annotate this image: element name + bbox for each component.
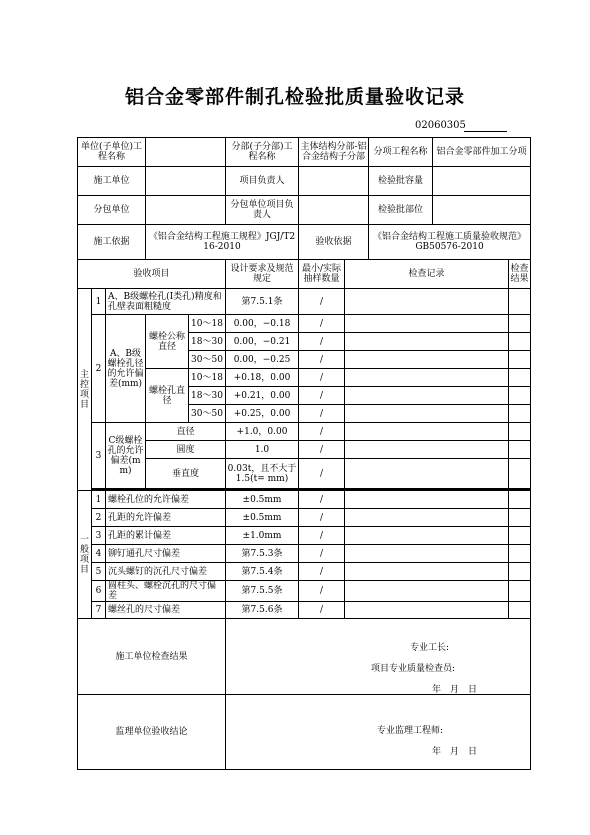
requirement-cell: +1.0，0.00: [226, 423, 299, 441]
sample-count[interactable]: /: [299, 315, 345, 333]
project-manager-value[interactable]: [299, 167, 369, 196]
item-value: 铝合金零部件加工分项: [433, 138, 531, 167]
check-record[interactable]: [345, 387, 509, 405]
col-requirement: 设计要求及规范规定: [226, 260, 299, 289]
construction-unit-label: 施工单位: [78, 167, 146, 196]
item-text: 螺丝孔的尺寸偏差: [106, 602, 226, 619]
sample-count[interactable]: /: [299, 387, 345, 405]
construction-unit-value[interactable]: [146, 167, 226, 196]
range-cell: 10～18: [189, 315, 226, 333]
check-result[interactable]: [509, 563, 531, 581]
check-record[interactable]: [345, 602, 509, 619]
sub-item-label: 螺栓孔直径: [146, 369, 189, 423]
basis-value: 《铝合金结构工程施工规程》JGJ/T216-2010: [146, 225, 299, 260]
batch-capacity-value[interactable]: [433, 167, 531, 196]
main-group-label: 主控项目: [78, 289, 92, 491]
sample-count[interactable]: /: [299, 423, 345, 441]
check-result[interactable]: [509, 545, 531, 563]
sample-count[interactable]: /: [299, 545, 345, 563]
check-result[interactable]: [509, 351, 531, 369]
subcontract-manager-value[interactable]: [299, 196, 369, 225]
item-text: A、B级螺栓孔(I类孔)精度和孔壁表面粗糙度: [106, 289, 226, 315]
range-cell: 30～50: [189, 351, 226, 369]
check-record[interactable]: [345, 581, 509, 602]
range-cell: 18～30: [189, 387, 226, 405]
batch-capacity-label: 检验批容量: [369, 167, 433, 196]
sub-item-label: 直径: [146, 423, 226, 441]
check-result[interactable]: [509, 333, 531, 351]
item-no: 4: [92, 545, 106, 563]
check-record[interactable]: [345, 527, 509, 545]
engineer-label: 专业监理工程师:: [377, 726, 444, 736]
check-record[interactable]: [345, 405, 509, 423]
col-record: 检查记录: [345, 260, 509, 289]
item-no: 2: [92, 509, 106, 527]
check-record[interactable]: [345, 369, 509, 387]
sample-count[interactable]: /: [299, 405, 345, 423]
sample-count[interactable]: /: [299, 333, 345, 351]
acceptance-basis-value: 《铝合金结构工程施工质量验收规范》GB50576-2010: [369, 225, 531, 260]
item-text: 铆钉通孔尺寸偏差: [106, 545, 226, 563]
code-underline: [464, 131, 507, 132]
requirement-cell: 0.00，−0.18: [226, 315, 299, 333]
page-title: 铝合金零部件制孔检验批质量验收记录: [124, 86, 465, 108]
subcontract-unit-value[interactable]: [146, 196, 226, 225]
subsection-value: 主体结构分部-铝合金结构子分部: [299, 138, 369, 167]
item-text: 孔距的累计偏差: [106, 527, 226, 545]
basis-label: 施工依据: [78, 225, 146, 260]
item-no: 1: [92, 289, 106, 315]
range-cell: 30～50: [189, 405, 226, 423]
sub-item-label: 垂直度: [146, 459, 226, 489]
check-record[interactable]: [345, 509, 509, 527]
check-result[interactable]: [509, 491, 531, 509]
check-result[interactable]: [509, 289, 531, 315]
check-result[interactable]: [509, 527, 531, 545]
col-sample: 最小/实际抽样数量: [299, 260, 345, 289]
batch-location-value[interactable]: [433, 196, 531, 225]
check-record[interactable]: [345, 315, 509, 333]
acceptance-table: [77, 137, 531, 770]
item-text: 螺栓孔位的允许偏差: [106, 491, 226, 509]
range-cell: 18～30: [189, 333, 226, 351]
date-label: 年 月 日: [432, 685, 478, 695]
item-requirement: 第7.5.1条: [226, 289, 299, 315]
supervision-conclusion-label: 监理单位验收结论: [78, 695, 226, 770]
inspector-label: 项目专业质量检查员:: [371, 664, 456, 674]
sample-count[interactable]: /: [299, 509, 345, 527]
project-manager-label: 项目负责人: [226, 167, 299, 196]
check-record[interactable]: [345, 545, 509, 563]
check-result[interactable]: [509, 459, 531, 489]
check-record[interactable]: [345, 423, 509, 441]
check-result[interactable]: [509, 369, 531, 387]
requirement-cell: 0.00，−0.21: [226, 333, 299, 351]
subcontract-unit-label: 分包单位: [78, 196, 146, 225]
unit-value[interactable]: [146, 138, 226, 167]
requirement-cell: 第7.5.3条: [226, 545, 299, 563]
check-result[interactable]: [509, 387, 531, 405]
requirement-cell: +0.21，0.00: [226, 387, 299, 405]
check-record[interactable]: [345, 333, 509, 351]
item-label: 分项工程名称: [369, 138, 433, 167]
check-result[interactable]: [509, 423, 531, 441]
item-no: 3: [92, 527, 106, 545]
check-result[interactable]: [509, 509, 531, 527]
unit-label: 单位(子单位)工程名称: [78, 138, 146, 167]
acceptance-basis-label: 验收依据: [299, 225, 369, 260]
check-result[interactable]: [509, 315, 531, 333]
sample-count[interactable]: /: [299, 602, 345, 619]
subcontract-manager-label: 分包单位项目负责人: [226, 196, 299, 225]
requirement-cell: ±0.5mm: [226, 491, 299, 509]
check-record[interactable]: [345, 491, 509, 509]
requirement-cell: +0.18，0.00: [226, 369, 299, 387]
check-record[interactable]: [345, 351, 509, 369]
check-result[interactable]: [509, 581, 531, 602]
item-text: A、B级螺栓孔径的允许偏差(mm): [106, 315, 146, 423]
date-label-2: 年 月 日: [432, 747, 478, 757]
requirement-cell: +0.25，0.00: [226, 405, 299, 423]
item-text: 孔距的允许偏差: [106, 509, 226, 527]
sub-item-label: 螺栓公称直径: [146, 315, 189, 369]
item-no: 5: [92, 563, 106, 581]
range-cell: 10～18: [189, 369, 226, 387]
requirement-cell: 0.03t，且不大于1.5(t= mm): [226, 459, 299, 489]
check-result[interactable]: [509, 441, 531, 459]
batch-location-label: 检验批部位: [369, 196, 433, 225]
sample-count[interactable]: /: [299, 527, 345, 545]
item-text: C级螺栓孔的允许偏差(mm): [106, 423, 146, 489]
requirement-cell: 第7.5.5条: [226, 581, 299, 602]
sample-count[interactable]: /: [299, 581, 345, 602]
item-no: 7: [92, 602, 106, 619]
requirement-cell: 1.0: [226, 441, 299, 459]
sub-item-label: 圆度: [146, 441, 226, 459]
sample-count[interactable]: /: [299, 351, 345, 369]
item-no: 3: [92, 423, 106, 489]
item-no: 1: [92, 491, 106, 509]
check-result[interactable]: [509, 405, 531, 423]
requirement-cell: 0.00，−0.25: [226, 351, 299, 369]
sample-count[interactable]: /: [299, 369, 345, 387]
construction-result-label: 施工单位检查结果: [78, 619, 226, 695]
subsection-label: 分部(子分部)工程名称: [226, 138, 299, 167]
requirement-cell: ±1.0mm: [226, 527, 299, 545]
item-text: 圆柱头、螺栓沉孔的尺寸偏差: [106, 581, 226, 602]
item-no: 2: [92, 315, 106, 423]
sample-count[interactable]: /: [299, 459, 345, 489]
sample-count[interactable]: /: [299, 441, 345, 459]
requirement-cell: ±0.5mm: [226, 509, 299, 527]
item-no: 6: [92, 581, 106, 602]
requirement-cell: 第7.5.4条: [226, 563, 299, 581]
sample-count[interactable]: /: [299, 491, 345, 509]
sample-count[interactable]: /: [299, 289, 345, 315]
item-text: 沉头螺钉的沉孔尺寸偏差: [106, 563, 226, 581]
requirement-cell: 第7.5.6条: [226, 602, 299, 619]
form-code: 02060305: [415, 120, 466, 131]
sample-count[interactable]: /: [299, 563, 345, 581]
col-result: 检查结果: [509, 260, 531, 289]
check-record[interactable]: [345, 563, 509, 581]
construction-result-area[interactable]: [226, 619, 531, 695]
check-record[interactable]: [345, 289, 509, 315]
col-item: 验收项目: [78, 260, 226, 289]
check-result[interactable]: [509, 602, 531, 619]
general-group-label: 一般项目: [78, 491, 92, 619]
foreman-label: 专业工长:: [410, 643, 450, 653]
check-record[interactable]: [345, 459, 509, 489]
check-record[interactable]: [345, 441, 509, 459]
